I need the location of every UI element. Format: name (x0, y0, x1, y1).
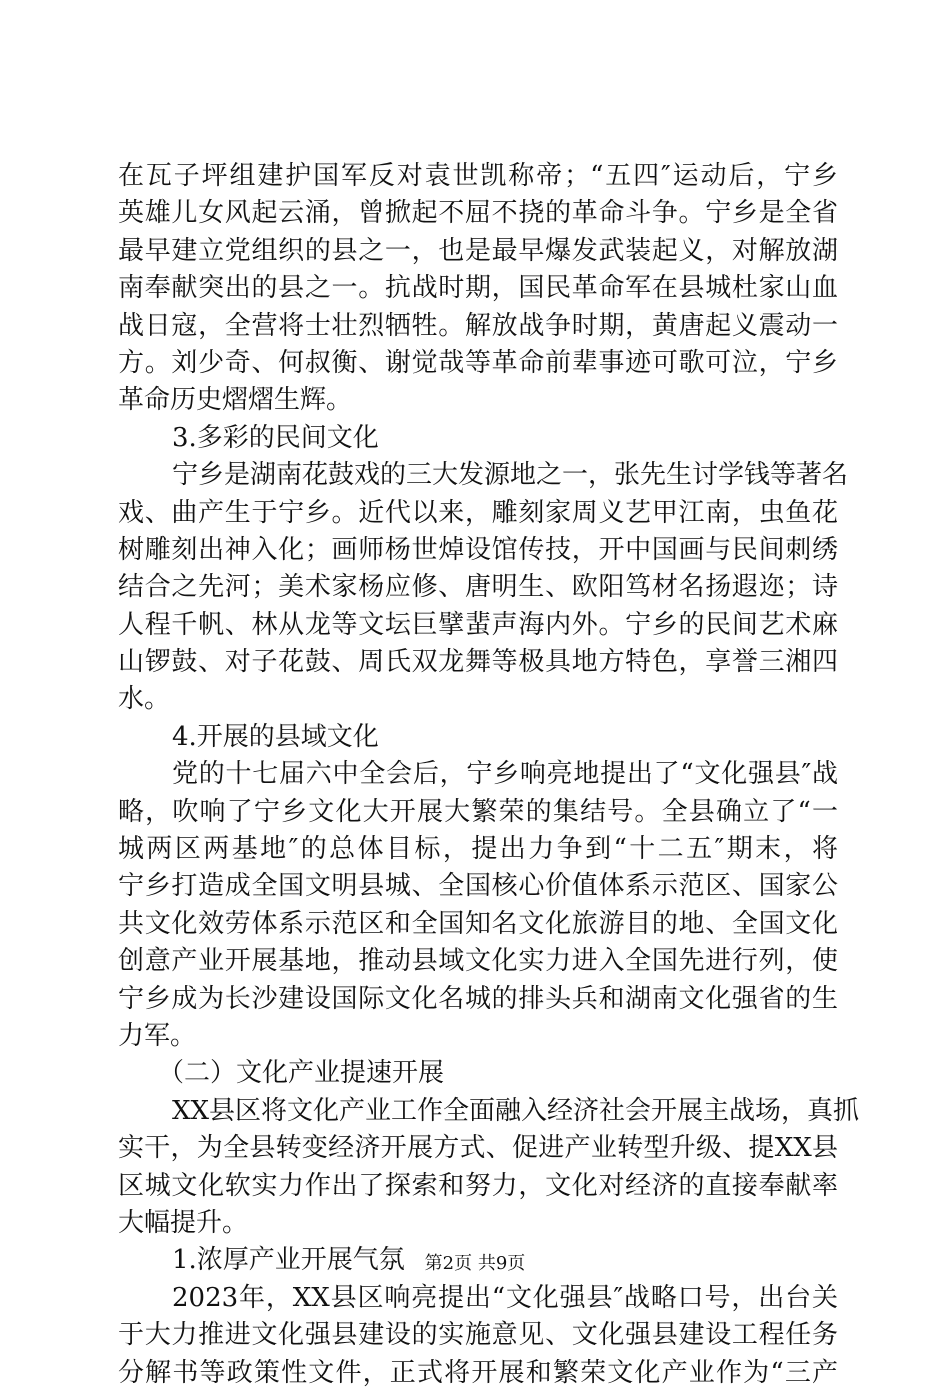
text-line: 2023年，XX县区响亮提出“文化强县″战略口号，出台关 (172, 1282, 838, 1313)
text-line: 城两区两基地″的总体目标，提出力争到“十二五″期末，将 (118, 834, 838, 865)
text-line: 水。 (118, 684, 171, 715)
text-line: 山锣鼓、对子花鼓、周氏双龙舞等极具地方特色，享誉三湘四 (118, 647, 838, 678)
text-line: 革命历史熠熠生辉。 (118, 385, 353, 416)
text-line: 大幅提升。 (118, 1207, 249, 1238)
text-line: 树雕刻出神入化；画师杨世焯设馆传技，开中国画与民间刺绣 (118, 534, 838, 565)
text-line: 方。刘少奇、何叔衡、谢觉哉等革命前辈事迹可歌可泣，宁乡 (118, 347, 838, 378)
section-heading: （二）文化产业提速开展 (158, 1058, 445, 1089)
text-line: 人程千帆、林从龙等文坛巨擘蜚声海内外。宁乡的民间艺术麻 (118, 609, 838, 640)
text-line: 结合之先河；美术家杨应修、唐明生、欧阳笃材名扬遐迩；诗 (118, 572, 838, 603)
text-line: 略，吹响了宁乡文化大开展大繁荣的集结号。全县确立了“一 (118, 796, 838, 827)
text-line: 创意产业开展基地，推动县域文化实力进入全国先进行列，使 (118, 946, 838, 977)
text-line: 于大力推进文化强县建设的实施意见、文化强县建设工程任务 (118, 1320, 838, 1351)
text-line: 党的十七届六中全会后，宁乡响亮地提出了“文化强县″战 (172, 759, 838, 790)
text-line: 宁乡是湖南花鼓戏的三大发源地之一，张先生讨学钱等著名 (172, 460, 849, 491)
section-heading: 1.浓厚产业开展气氛 (172, 1245, 405, 1276)
document-body (118, 158, 860, 1392)
text-line: 戏、曲产生于宁乡。近代以来，雕刻家周义艺甲江南，虫鱼花 (118, 497, 838, 528)
page-footer: 第2页 共9页 (424, 1253, 526, 1274)
section-heading: 3.多彩的民间文化 (172, 422, 379, 453)
text-line: 战日寇，全营将士壮烈牺牲。解放战争时期，黄唐起义震动一 (118, 310, 838, 341)
text-line: 宁乡打造成全国文明县城、全国核心价值体系示范区、国家公 (118, 871, 838, 902)
text-line: 分解书等政策性文件，正式将开展和繁荣文化产业作为“三产 (118, 1357, 838, 1388)
text-line: 南奉献突出的县之一。抗战时期，国民革命军在县城杜家山血 (118, 273, 838, 304)
text-line: 力军。 (118, 1020, 197, 1051)
text-line: 最早建立党组织的县之一，也是最早爆发武装起义，对解放湖 (118, 235, 838, 266)
text-line: 英雄儿女风起云涌，曾掀起不屈不挠的革命斗争。宁乡是全省 (118, 198, 838, 229)
text-line: 区城文化软实力作出了探索和努力，文化对经济的直接奉献率 (118, 1170, 838, 1201)
text-line: 宁乡成为长沙建设国际文化名城的排头兵和湖南文化强省的生 (118, 983, 838, 1014)
text-line: 在瓦子坪组建护国军反对袁世凯称帝；“五四″运动后，宁乡 (118, 161, 838, 191)
text-line: 共文化效劳体系示范区和全国知名文化旅游目的地、全国文化 (118, 908, 838, 939)
text-line: XX县区将文化产业工作全面融入经济社会开展主战场，真抓 (172, 1095, 860, 1126)
text-line: 实干，为全县转变经济开展方式、促进产业转型升级、提XX县 (118, 1133, 838, 1164)
section-heading: 4.开展的县域文化 (172, 721, 379, 752)
